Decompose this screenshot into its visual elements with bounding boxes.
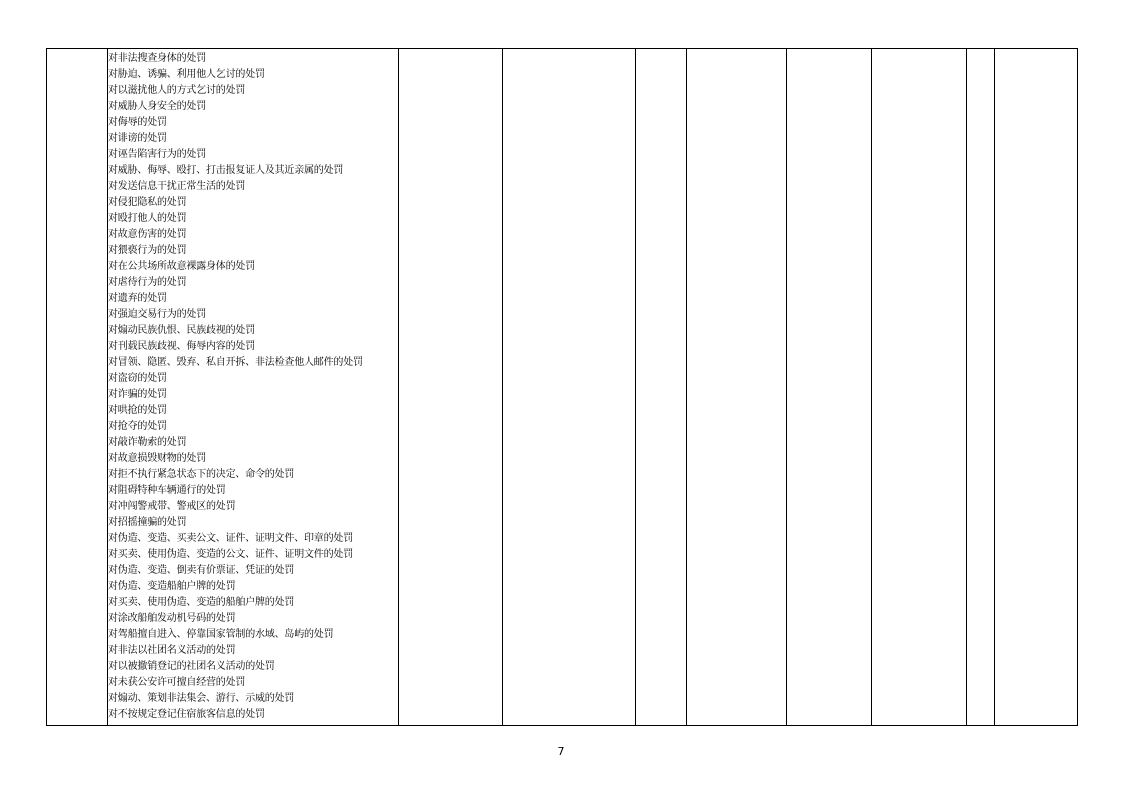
list-item: 对侮辱的处罚 bbox=[108, 117, 167, 128]
list-item: 对驾船擅自进入、停靠国家管制的水域、岛屿的处罚 bbox=[108, 629, 334, 640]
list-item: 对非法搜查身体的处罚 bbox=[108, 53, 206, 64]
list-item: 对强迫交易行为的处罚 bbox=[108, 309, 206, 320]
list-item: 对抢夺的处罚 bbox=[108, 421, 167, 432]
table-cell-empty bbox=[687, 49, 787, 726]
list-item: 对煽动民族仇恨、民族歧视的处罚 bbox=[108, 325, 255, 336]
list-item: 对买卖、使用伪造、变造的公文、证件、证明文件的处罚 bbox=[108, 549, 353, 560]
table-cell-empty bbox=[872, 49, 967, 726]
table-cell-empty bbox=[399, 49, 503, 726]
list-item: 对哄抢的处罚 bbox=[108, 405, 167, 416]
list-item: 对不按规定登记住宿旅客信息的处罚 bbox=[108, 709, 265, 720]
table-cell-empty bbox=[503, 49, 636, 726]
list-item: 对故意损毁财物的处罚 bbox=[108, 453, 206, 464]
penalty-table bbox=[46, 48, 1078, 726]
list-item: 对招摇撞骗的处罚 bbox=[108, 517, 187, 528]
list-item: 对非法以社团名义活动的处罚 bbox=[108, 645, 236, 656]
list-item: 对刊载民族歧视、侮辱内容的处罚 bbox=[108, 341, 255, 352]
table-cell-empty bbox=[636, 49, 687, 726]
table-cell-empty bbox=[47, 49, 108, 726]
table-row bbox=[47, 49, 1078, 726]
list-item: 对煽动、策划非法集会、游行、示威的处罚 bbox=[108, 693, 295, 704]
list-item: 对伪造、变造、倒卖有价票证、凭证的处罚 bbox=[108, 565, 295, 576]
list-item: 对盗窃的处罚 bbox=[108, 373, 167, 384]
table-cell-empty bbox=[967, 49, 995, 726]
list-item: 对以滋扰他人的方式乞讨的处罚 bbox=[108, 85, 246, 96]
list-item: 对冲闯警戒带、警戒区的处罚 bbox=[108, 501, 236, 512]
list-item: 对猥亵行为的处罚 bbox=[108, 245, 187, 256]
list-item: 对殴打他人的处罚 bbox=[108, 213, 187, 224]
list-item: 对拒不执行紧急状态下的决定、命令的处罚 bbox=[108, 469, 295, 480]
list-item: 对敲诈勒索的处罚 bbox=[108, 437, 187, 448]
list-item: 对故意伤害的处罚 bbox=[108, 229, 187, 240]
page-number: 7 bbox=[557, 745, 565, 758]
list-item: 对诬告陷害行为的处罚 bbox=[108, 149, 206, 160]
list-item: 对伪造、变造船舶户牌的处罚 bbox=[108, 581, 236, 592]
table-cell-empty bbox=[787, 49, 872, 726]
table-cell-empty bbox=[995, 49, 1078, 726]
list-item: 对虐待行为的处罚 bbox=[108, 277, 187, 288]
list-item: 对威胁人身安全的处罚 bbox=[108, 101, 206, 112]
list-item: 对诽谤的处罚 bbox=[108, 133, 167, 144]
list-item: 对在公共场所故意裸露身体的处罚 bbox=[108, 261, 255, 272]
list-item: 对未获公安许可擅自经营的处罚 bbox=[108, 677, 246, 688]
list-item: 对诈骗的处罚 bbox=[108, 389, 167, 400]
list-item: 对发送信息干扰正常生活的处罚 bbox=[108, 181, 246, 192]
penalty-item-list bbox=[108, 49, 398, 723]
list-item: 对伪造、变造、买卖公文、证件、证明文件、印章的处罚 bbox=[108, 533, 353, 544]
list-item: 对阻碍特种车辆通行的处罚 bbox=[108, 485, 226, 496]
list-item: 对买卖、使用伪造、变造的船舶户牌的处罚 bbox=[108, 597, 295, 608]
list-item: 对冒领、隐匿、毁弃、私自开拆、非法检查他人邮件的处罚 bbox=[108, 357, 363, 368]
list-item: 对以被撤销登记的社团名义活动的处罚 bbox=[108, 661, 275, 672]
list-item: 对涂改船舶发动机号码的处罚 bbox=[108, 613, 236, 624]
list-item: 对胁迫、诱骗、利用他人乞讨的处罚 bbox=[108, 69, 265, 80]
list-item: 对侵犯隐私的处罚 bbox=[108, 197, 187, 208]
list-item: 对威胁、侮辱、殴打、打击报复证人及其近亲属的处罚 bbox=[108, 165, 344, 176]
list-item: 对遗弃的处罚 bbox=[108, 293, 167, 304]
table-cell-items bbox=[108, 49, 399, 726]
